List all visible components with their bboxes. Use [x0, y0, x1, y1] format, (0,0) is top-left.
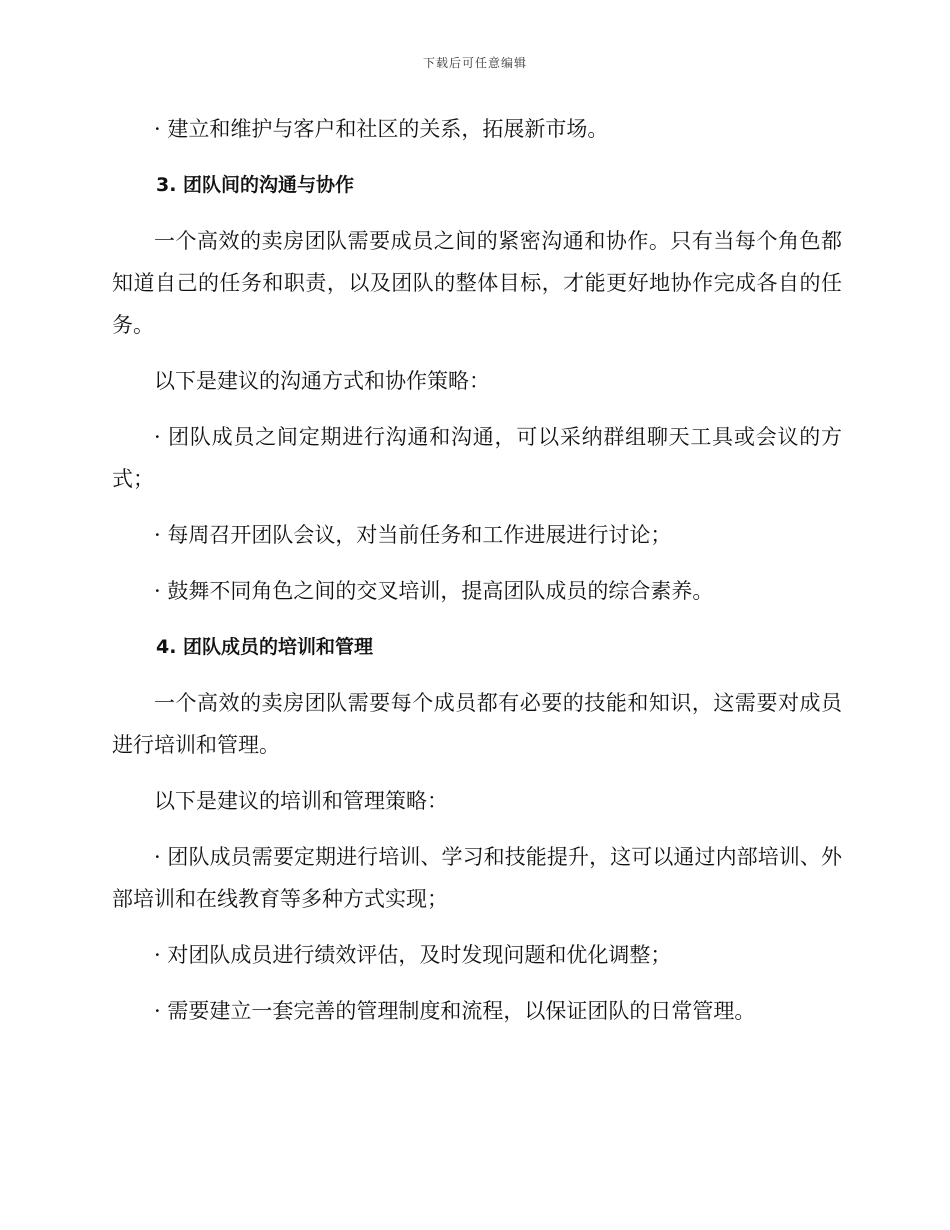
bullet-regular-communication: · 团队成员之间定期进行沟通和沟通，可以采纳群组聊天工具或会议的方式；	[112, 425, 842, 491]
bullet-performance-review: · 对团队成员进行绩效评估，及时发现问题和优化调整；	[154, 943, 672, 967]
section-heading-communication: 3. 团队间的沟通与协作	[156, 174, 355, 196]
bullet-regular-training: · 团队成员需要定期进行培训、学习和技能提升，这可以通过内部培训、外部培训和在线教育等多种方式实现；	[112, 845, 842, 911]
paragraph-communication-strategies: 以下是建议的沟通方式和协作策略：	[154, 369, 490, 393]
bullet-cross-training: · 鼓舞不同角色之间的交叉培训，提高团队成员的综合素养。	[154, 579, 714, 603]
bullet-weekly-meeting: · 每周召开团队会议，对当前任务和工作进展进行讨论；	[154, 523, 672, 547]
bullet-customer-relations: · 建立和维护与客户和社区的关系，拓展新市场。	[154, 117, 609, 141]
document-body	[112, 108, 842, 1046]
paragraph-communication-intro: 一个高效的卖房团队需要成员之间的紧密沟通和协作。只有当每个角色都知道自己的任务和职责，以及团队的整体目标，才能更好地协作完成各自的任务。	[112, 229, 842, 337]
section-heading-training: 4. 团队成员的培训和管理	[156, 636, 374, 658]
page-header: 下载后可任意编辑	[422, 56, 527, 70]
paragraph-training-strategies: 以下是建议的培训和管理策略：	[154, 789, 448, 813]
bullet-management-system: · 需要建立一套完善的管理制度和流程，以保证团队的日常管理。	[154, 999, 756, 1023]
paragraph-training-intro: 一个高效的卖房团队需要每个成员都有必要的技能和知识，这需要对成员进行培训和管理。	[112, 691, 842, 757]
